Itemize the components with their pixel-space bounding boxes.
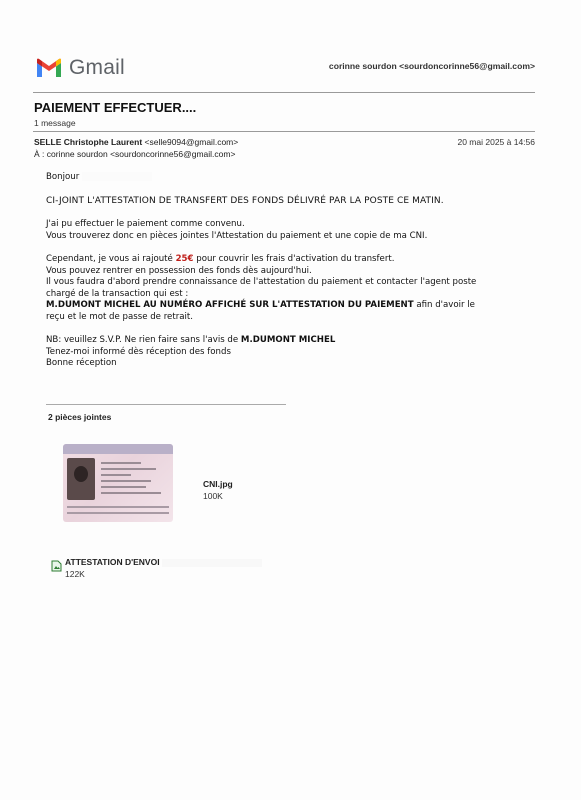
message-date: 20 mai 2025 à 14:56 (457, 137, 535, 147)
divider (33, 131, 535, 132)
id-photo (67, 458, 95, 500)
attachments-count: 2 pièces jointes (48, 412, 112, 422)
body-line: CI-JOINT L'ATTESTATION DE TRANSFERT DES FONDS DÉLIVRÉ PAR LA POSTE CE MATIN. (46, 195, 444, 206)
sender-email: <selle9094@gmail.com> (144, 137, 239, 147)
attachment-thumbnail[interactable] (63, 444, 173, 522)
sender (34, 137, 238, 147)
gmail-logo (35, 56, 125, 80)
body-line: Vous trouverez donc en pièces jointes l'Attestation du paiement et une copie de ma CNI. (46, 230, 428, 241)
body-line: chargé de la transaction qui est : (46, 288, 189, 299)
divider (46, 404, 286, 405)
attachment-size: 122K (65, 569, 85, 579)
recipient: À : corinne sourdon <sourdoncorinne56@gmail.com> (34, 149, 236, 159)
sender-name: SELLE Christophe Laurent (34, 137, 143, 147)
body-line: NB: veuillez S.V.P. Ne rien faire sans l'avis de M.DUMONT MICHEL (46, 335, 336, 345)
body-line: Bonne réception (46, 358, 117, 368)
image-file-icon (51, 560, 62, 572)
attachment-name[interactable]: CNI.jpg (203, 479, 233, 489)
body-line: Cependant, je vous ai rajouté 25€ pour couvrir les frais d'activation du transfert. (46, 254, 395, 264)
body-line: M.DUMONT MICHEL AU NUMÉRO AFFICHÉ SUR L'ATTESTATION DU PAIEMENT afin d'avoir le (46, 300, 475, 310)
greeting: Bonjour (46, 172, 526, 184)
body-line: Tenez-moi informé dès réception des fonds (46, 346, 231, 357)
body-line: Il vous faudra d'abord prendre connaissance de l'attestation du paiement et contacter l'agent poste (46, 277, 477, 287)
app-name: Gmail (69, 56, 125, 79)
body-line: J'ai pu effectuer le paiement comme convenu. (46, 219, 245, 229)
body-line: Vous pouvez rentrer en possession des fonds dès aujourd'hui. (46, 265, 312, 276)
message-count: 1 message (34, 118, 76, 128)
body-line: reçu et le mot de passe de retrait. (46, 311, 193, 322)
fee-amount: 25€ (175, 254, 194, 264)
message-body (46, 172, 526, 370)
attachment-name[interactable]: ATTESTATION D'ENVOI (65, 557, 262, 567)
account-email: corinne sourdon <sourdoncorinne56@gmail.com> (328, 61, 535, 71)
attachment-size: 100K (203, 491, 223, 501)
email-subject: PAIEMENT EFFECTUER.... (34, 100, 197, 115)
gmail-m-logo-icon (35, 57, 63, 79)
redaction (162, 559, 262, 567)
divider (33, 92, 535, 93)
redaction (82, 172, 152, 181)
